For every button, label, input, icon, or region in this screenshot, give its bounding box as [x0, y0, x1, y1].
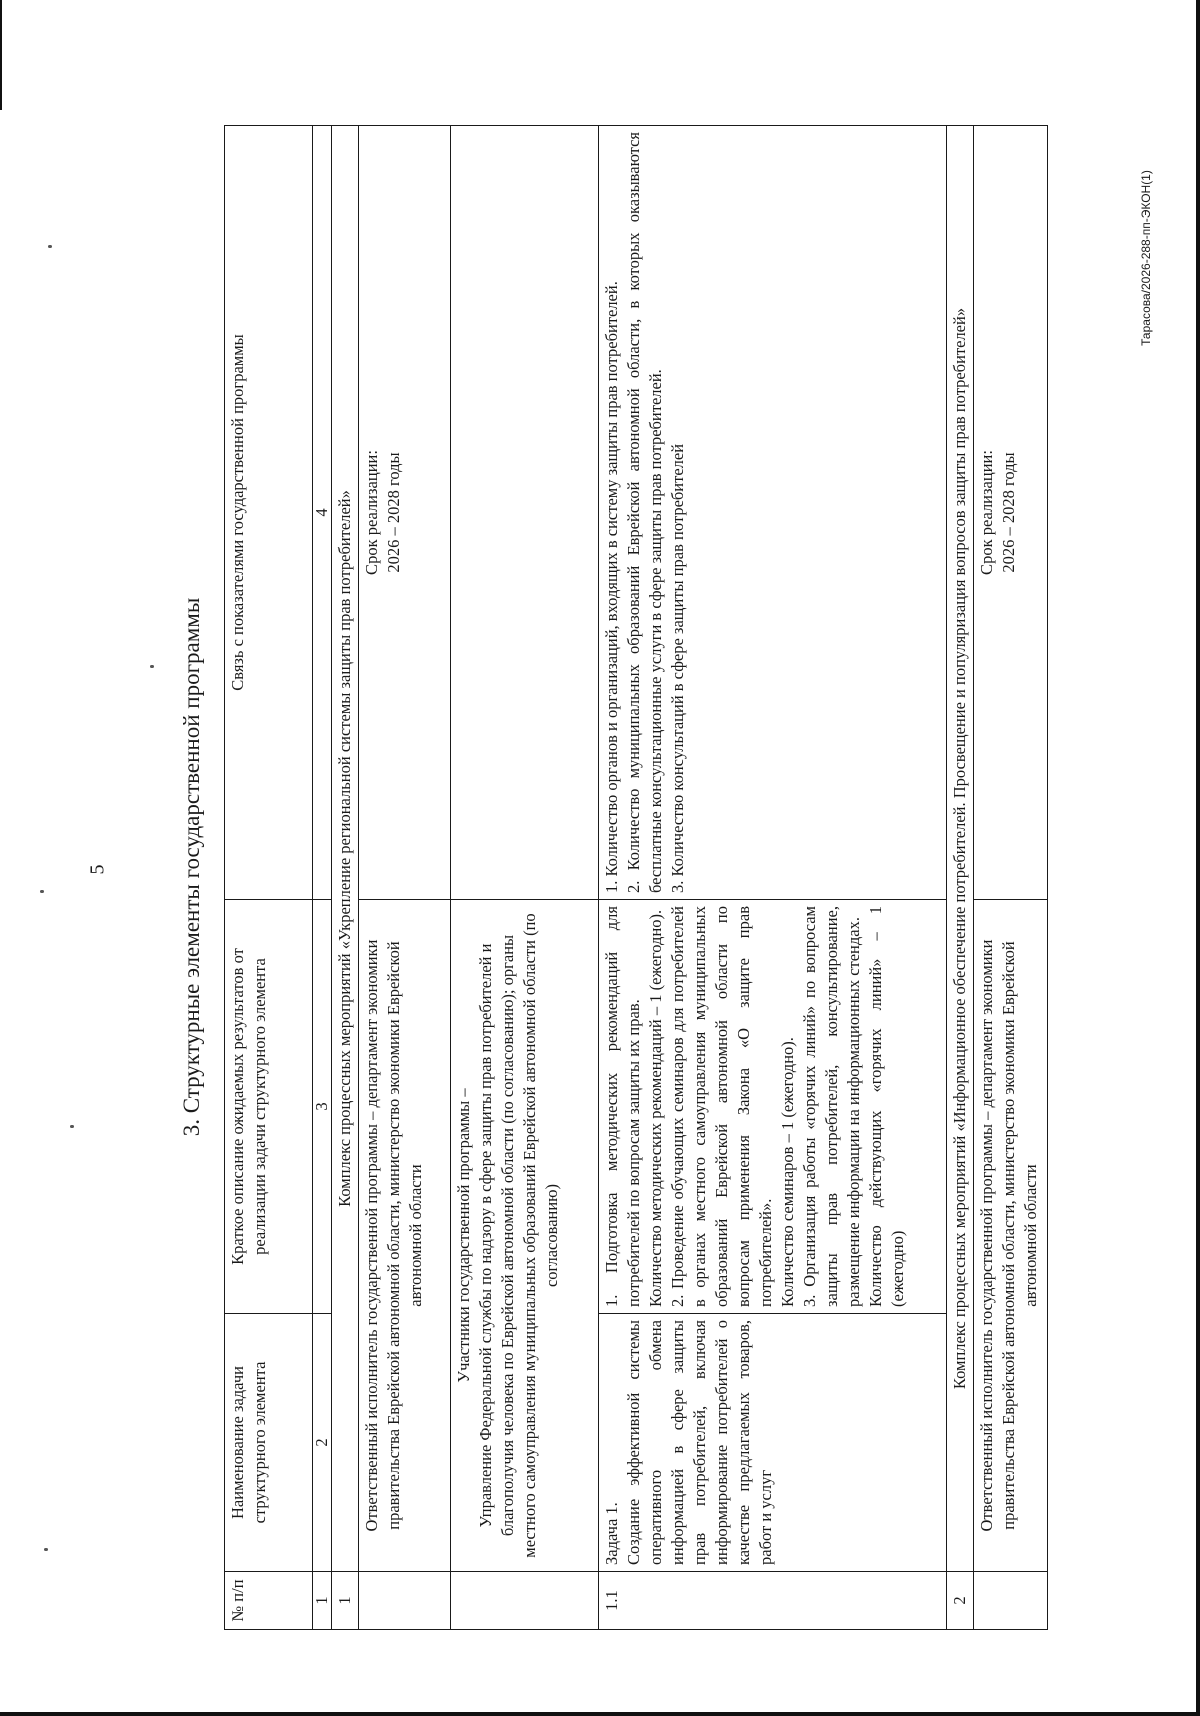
task-row	[599, 126, 947, 1630]
result-item: 1. Подготовка методических рекомендаций для потребителей по вопросам защиты их прав.	[602, 906, 643, 1307]
empty-cell	[359, 1572, 451, 1630]
scan-speck	[44, 1548, 48, 1551]
page-number: 5	[86, 864, 109, 875]
empty-cell	[451, 1572, 599, 1630]
term-label: Срок реализации:	[362, 450, 381, 575]
responsible-executor: Ответственный исполнитель государственной программы – департамент экономики правительства Еврейской автономной области, министерство экономики Еврейской автономной области	[359, 900, 451, 1572]
header-task-name: Наименование задачи структурного элемента	[225, 1314, 313, 1572]
header-indicators: Связь с показателями государственной программы	[225, 126, 313, 900]
term-value: 2026 – 2028 годы	[999, 452, 1018, 573]
header-results: Краткое описание ожидаемых результатов от реализации задачи структурного элемента	[225, 900, 313, 1314]
document-footer-code: Тарасова/2026-288-пп-ЭКОН(1)	[1139, 170, 1153, 346]
structural-elements-table-rotated	[224, 126, 1112, 1630]
column-number-row	[313, 126, 332, 1630]
section-title: 3. Структурные элементы государственной программы	[179, 597, 204, 1137]
scan-speck	[40, 890, 44, 893]
responsible-row	[974, 126, 1048, 1630]
column-number: 1	[313, 1572, 332, 1630]
result-item: Количество семинаров – 1 (ежегодно).	[778, 1037, 797, 1307]
indicator-item: 1. Количество органов и организаций, входящих в систему защиты прав потребителей.	[602, 281, 621, 893]
section-title-cell: Комплекс процессных мероприятий «Информационное обеспечение потребителей. Просвещение и популяризация вопросов защиты прав потребителей»	[947, 126, 974, 1572]
scan-speck	[70, 1125, 74, 1128]
section-title-row	[947, 126, 974, 1630]
indicator-item: 3. Количество консультаций в сфере защиты прав потребителей	[668, 443, 687, 893]
result-item: Количество методических рекомендаций – 1 (ежегодно).	[646, 909, 665, 1307]
task-name-cell	[599, 1314, 947, 1572]
task-indicators-cell	[599, 126, 947, 900]
participants-cell	[451, 900, 599, 1572]
term-cell	[359, 126, 451, 900]
column-number: 3	[313, 900, 332, 1314]
result-item: Количество действующих «горячих линий» – 1 (ежегодно)	[866, 906, 907, 1307]
header-num: № п/п	[225, 1572, 313, 1630]
participants-text: Управление Федеральной службы по надзору в сфере защиты прав потребителей и благополучия человека по Еврейской автономной области (по согласованию); органы местного самоуправления муниципальных образований Еврейской автономной области (по согласованию)	[476, 913, 561, 1558]
participants-row	[451, 126, 599, 1630]
term-label: Срок реализации:	[977, 450, 996, 575]
section-num: 2	[947, 1572, 974, 1630]
scan-speck	[48, 245, 52, 248]
column-number: 4	[313, 126, 332, 900]
structural-elements-table	[224, 125, 1048, 1630]
term-cell	[974, 126, 1048, 900]
responsible-row	[359, 126, 451, 1630]
term-value: 2026 – 2028 годы	[384, 452, 403, 573]
result-item: 2. Проведение обучающих семинаров для потребителей в органах местного самоуправления муниципальных образований Еврейской автономной области по вопросам применения Закона «О защите прав потребителей».	[668, 906, 775, 1307]
task-title: Задача 1.	[602, 1502, 621, 1565]
scan-edge-right	[1196, 0, 1200, 1716]
indicator-item: 2. Количество муниципальных образований Еврейской автономной области, в которых оказываются бесплатные консультационные услуги в сфере защиты прав потребителей.	[624, 132, 665, 893]
section-title-cell: Комплекс процессных мероприятий «Укрепление региональной системы защиты прав потребителей»	[332, 126, 359, 1572]
section-title-row	[332, 126, 359, 1630]
result-item: 3. Организация работы «горячих линий» по вопросам защиты прав потребителей, консультирование, размещение информации на информационных стендах.	[800, 906, 863, 1307]
task-text: Создание эффективной системы оперативного обмена информацией в сфере защиты прав потребителей, включая информирование потребителей о качестве предлагаемых товаров, работ и услуг	[624, 1320, 775, 1565]
task-results-cell	[599, 900, 947, 1314]
scan-speck	[150, 665, 154, 668]
participants-label: Участники государственной программы –	[454, 1088, 473, 1383]
section-num: 1	[332, 1572, 359, 1630]
scan-edge-bottom	[0, 1712, 1200, 1716]
task-num: 1.1	[599, 1572, 947, 1630]
table-header-row	[225, 126, 313, 1630]
responsible-executor: Ответственный исполнитель государственной программы – департамент экономики правительства Еврейской автономной области, министерство экономики Еврейской автономной области	[974, 900, 1048, 1572]
scan-edge-left	[0, 0, 2, 110]
column-number: 2	[313, 1314, 332, 1572]
empty-cell	[974, 1572, 1048, 1630]
empty-cell	[451, 126, 599, 900]
